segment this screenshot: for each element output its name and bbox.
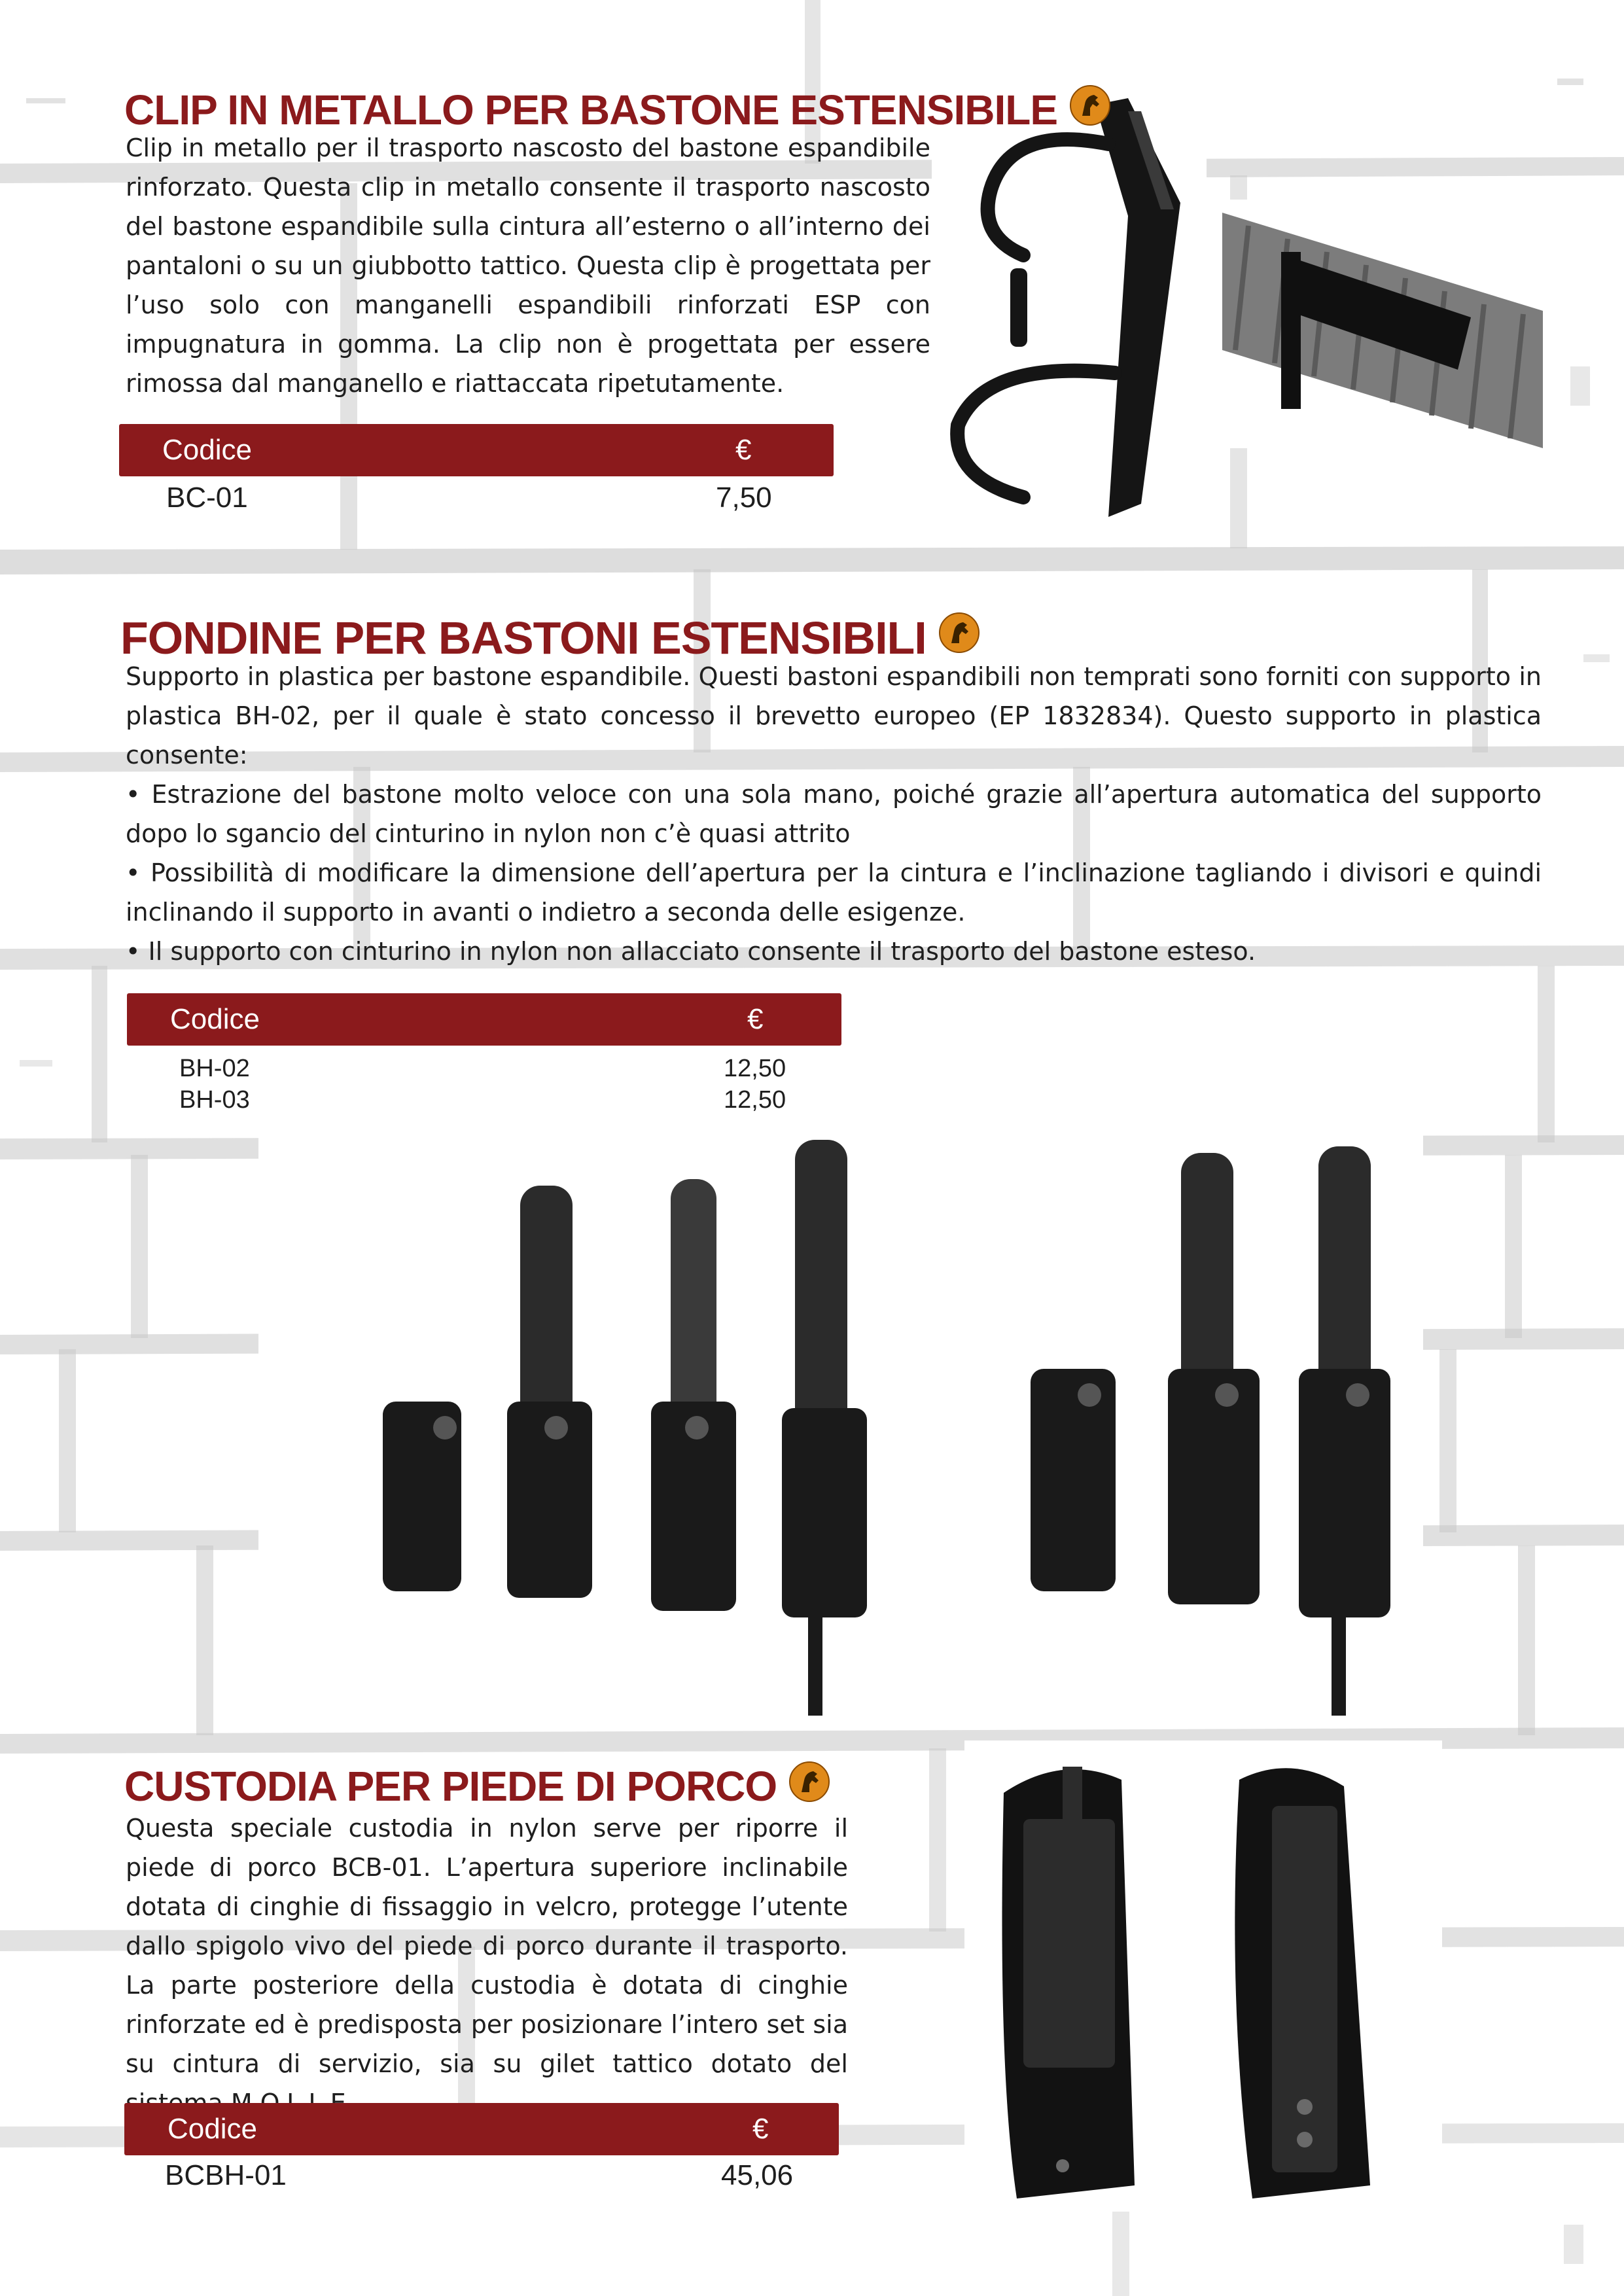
section-title-text: CLIP IN METALLO PER BASTONE ESTENSIBILE <box>124 86 1058 133</box>
section-title-text: FONDINE PER BASTONI ESTENSIBILI <box>120 612 927 663</box>
product-price: 45,06 <box>721 2159 794 2191</box>
baton-clip-photo <box>932 85 1207 530</box>
horse-head-emblem-icon <box>788 1761 830 1812</box>
price-column-header: € <box>747 1003 764 1035</box>
product-code: BC-01 <box>166 482 248 514</box>
table-row <box>124 2159 839 2199</box>
product-code: BH-02 <box>179 1055 250 1082</box>
section-title-text: CUSTODIA PER PIEDE DI PORCO <box>124 1763 777 1810</box>
price-table-header-clip <box>119 424 834 476</box>
section-description-crowbar-pouch: Questa speciale custodia in nylon serve per riporre il piede di porco BCB-01. L’apertura superiore inclinabile dotata di cinghie di fissaggio in velcro, protegge l’utente dallo spigolo vivo del piede di porco durante il trasporto. La parte posteriore della custodia è dotata di cinghie rinforzate ed è predisposta per posizionare l’intero set sia su cintura di servizio, sia su gilet tattico dotato del <box>126 1814 848 2078</box>
horse-head-emblem-icon <box>938 612 980 664</box>
price-table-header-holsters <box>127 993 841 1046</box>
bullet-item: • Possibilità di modificare la dimensione dell’apertura per la cintura e l’inclinazione tagliando i divisori e quindi inclinando il supporto in avanti o indietro a seconda delle esigenze. <box>126 858 1542 927</box>
product-code: BCBH-01 <box>165 2159 287 2191</box>
code-column-header: Codice <box>162 434 252 466</box>
product-price: 12,50 <box>724 1086 786 1114</box>
section-title-crowbar-pouch <box>124 1760 830 1812</box>
product-code: BH-03 <box>179 1086 250 1114</box>
baton-clip-mounted-photo <box>1222 200 1543 448</box>
table-row <box>127 1055 841 1086</box>
price-column-header: € <box>735 434 752 466</box>
code-column-header: Codice <box>168 2113 257 2145</box>
crowbar-pouch-photo <box>964 1740 1442 2212</box>
baton-holsters-photo <box>258 1055 1423 1716</box>
bullet-item: • Estrazione del bastone molto veloce con una sola mano, poiché grazie all’apertura automatica del supporto dopo lo sgancio del cinturino in nylon non c’è quasi attrito <box>126 780 1542 848</box>
horse-head-emblem-icon <box>1069 84 1111 136</box>
product-price: 7,50 <box>716 482 772 514</box>
section-description-clip: Clip in metallo per il trasporto nascosto del bastone espandibile rinforzato. Questa clip in metallo consente il trasporto nascosto del bastone espandibile sulla cintura all’esterno o all’interno dei pantaloni o su un giubbotto tattico. Questa clip è progettata per l’uso solo con manganelli espandibili rinforzati ESP con impugnatura in gomma. La clip non è progettata per essere rimossa dal manganello e riattaccata ripetutamente. <box>126 133 930 398</box>
table-row <box>119 482 834 521</box>
section-description-holsters <box>126 657 1542 971</box>
bullet-item: • Il supporto con cinturino in nylon non allacciato consente il trasporto del bastone esteso. <box>126 937 1256 966</box>
description-intro: Supporto in plastica per bastone espandibile. Questi bastoni espandibili non temprati sono forniti con supporto in plastica BH-02, per il quale è stato concesso il brevetto europeo (EP 1832834). Questo supporto in plastica consente: <box>126 662 1542 769</box>
product-price: 12,50 <box>724 1055 786 1082</box>
table-row <box>127 1086 841 1118</box>
code-column-header: Codice <box>170 1003 260 1035</box>
price-table-header-crowbar-pouch <box>124 2103 839 2155</box>
price-column-header: € <box>752 2113 769 2145</box>
